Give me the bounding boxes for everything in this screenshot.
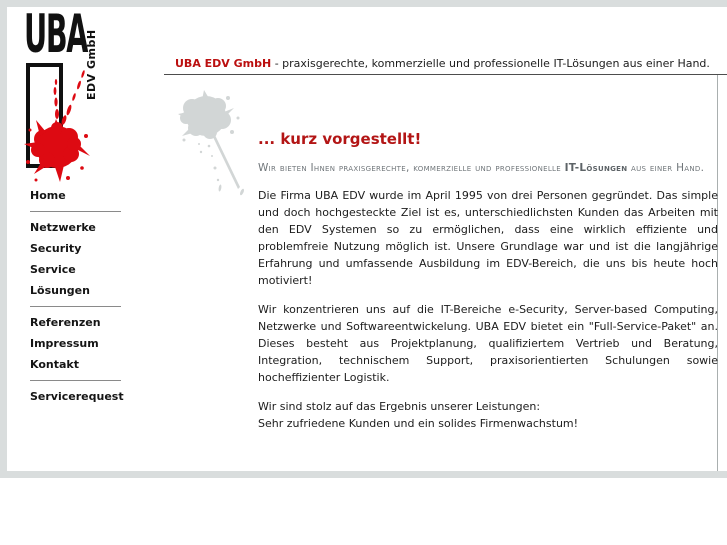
header	[175, 57, 715, 70]
nav-divider	[30, 211, 121, 212]
sidebar-item-kontakt[interactable]: Kontakt	[30, 358, 79, 371]
closing-statement	[258, 398, 718, 432]
header-brand: UBA EDV GmbH	[175, 57, 272, 70]
header-rule	[164, 74, 727, 75]
frame-bottom	[0, 471, 727, 478]
page-title: ... kurz vorgestellt!	[258, 130, 422, 148]
logo-brand-text: UBA	[24, 3, 87, 65]
closing-line-1: Wir sind stolz auf das Ergebnis unserer Leistungen:	[258, 400, 541, 413]
logo-sub-text: EDV GmbH	[85, 29, 98, 100]
sidebar-item-referenzen[interactable]: Referenzen	[30, 316, 101, 329]
nav-divider	[30, 306, 121, 307]
nav-divider	[30, 380, 121, 381]
gray-ink-splat-icon	[176, 88, 260, 200]
intro-prefix: Wir bieten Ihnen praxisgerechte, kommerzielle und professionelle	[258, 162, 565, 174]
sidebar-nav	[30, 190, 160, 412]
sidebar-item-loesungen[interactable]: Lösungen	[30, 284, 90, 297]
company-logo[interactable]	[0, 0, 120, 200]
paragraph-services: Wir konzentrieren uns auf die IT-Bereiche e-Security, Server-based Computing, Netzwerke und Softwareentwickelung. UBA EDV bietet ein "Full-Service-Paket" an. Dieses besteht aus Projektplanung, qualifiziertem Vertrieb und Beratung, Integration, technischem Support, praxisorientierten Schulungen sowie hocheffizienter Logistik.	[258, 303, 718, 384]
intro-line	[258, 162, 718, 175]
sidebar-item-security[interactable]: Security	[30, 242, 82, 255]
header-tagline: - praxisgerechte, kommerzielle und professionelle IT-Lösungen aus einer Hand.	[271, 57, 710, 70]
sidebar-item-home[interactable]: Home	[30, 189, 66, 202]
intro-highlight: IT-Lösungen	[564, 162, 628, 174]
sidebar-item-impressum[interactable]: Impressum	[30, 337, 99, 350]
red-ink-splat-icon	[16, 58, 108, 190]
closing-line-2: Sehr zufriedene Kunden und ein solides Firmenwachstum!	[258, 417, 579, 430]
sidebar-item-netzwerke[interactable]: Netzwerke	[30, 221, 96, 234]
sidebar-item-service[interactable]: Service	[30, 263, 76, 276]
paragraph-company-history: Die Firma UBA EDV wurde im April 1995 von drei Personen gegründet. Das simple und doch hochgesteckte Ziel ist es, unterschiedlichsten Kunden das Arbeiten mit den EDV Systemen so zu ermöglichen, dass eine wirklich effiziente und problemfreie Nutzung möglich ist. Unsere Grundlage war und ist die langjährige Erfahrung und umfassende Ausbildung im EDV-Bereich, die uns bis heute hoch motiviert!	[258, 189, 718, 287]
sidebar-item-servicerequest[interactable]: Servicerequest	[30, 390, 124, 403]
main-content	[258, 130, 718, 432]
intro-suffix: aus einer Hand.	[627, 162, 705, 174]
